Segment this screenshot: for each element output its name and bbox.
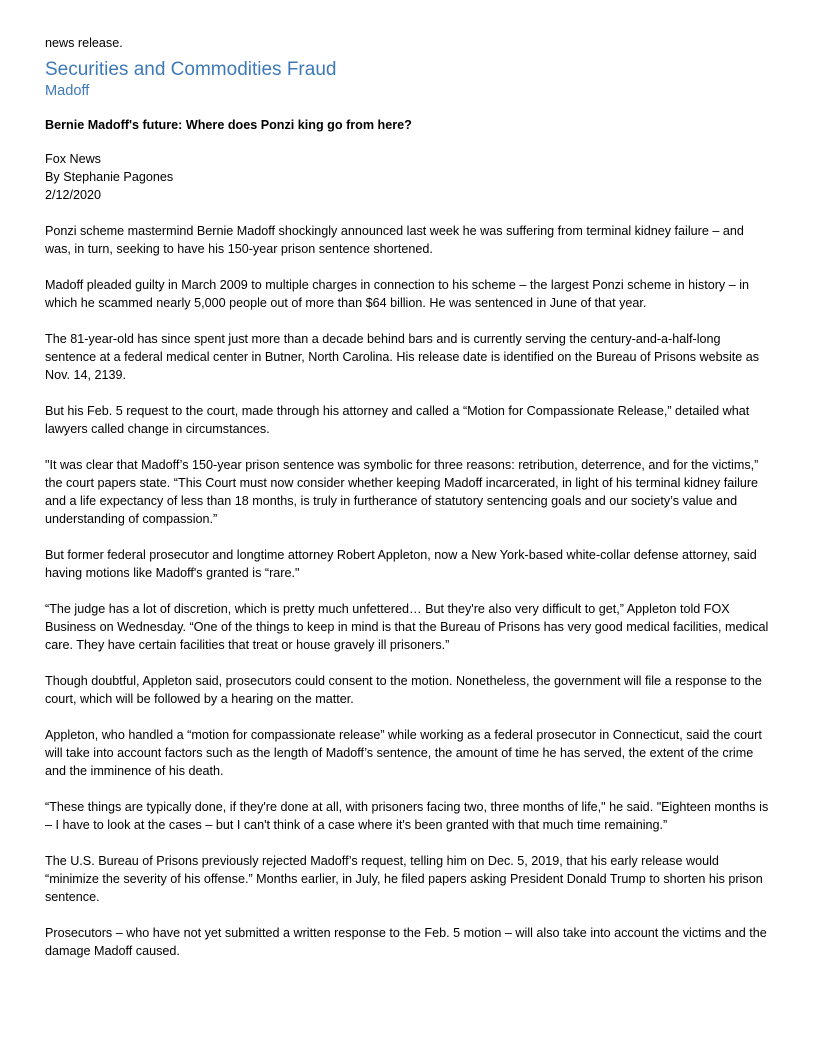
article-paragraph: “These things are typically done, if they're done at all, with prisoners facing two, three months of life," he said. "Eighteen months is – I have to look at the cases – but I can't think of a case where it's been granted with that much time remaining.” (45, 800, 769, 832)
previous-article-tail: news release. (45, 36, 123, 50)
article-paragraph: Though doubtful, Appleton said, prosecutors could consent to the motion. Nonetheless, the government will file a response to the court, which will be followed by a hearing on the matter. (45, 674, 762, 706)
article-byline: By Stephanie Pagones (45, 170, 174, 184)
article-source: Fox News (45, 152, 101, 166)
article-paragraph: “The judge has a lot of discretion, which is pretty much unfettered… But they're also very difficult to get,” Appleton told FOX Business on Wednesday. “One of the things to keep in mind is that the Bureau of Prisons has very good medical facilities, medical care. They have certain facilities that treat or house gravely ill prisoners.” (45, 602, 769, 652)
article-paragraph: But his Feb. 5 request to the court, made through his attorney and called a “Motion for Compassionate Release,” detailed what lawyers called change in circumstances. (45, 404, 750, 436)
article-paragraph: Ponzi scheme mastermind Bernie Madoff shockingly announced last week he was suffering from terminal kidney failure – and was, in turn, seeking to have his 150-year prison sentence shortened. (45, 224, 744, 256)
article-paragraph: Prosecutors – who have not yet submitted a written response to the Feb. 5 motion – will also take into account the victims and the damage Madoff caused. (45, 926, 767, 958)
section-title: Securities and Commodities Fraud (45, 59, 337, 80)
article-meta (45, 150, 771, 204)
article-paragraph: "It was clear that Madoff’s 150-year prison sentence was symbolic for three reasons: retribution, deterrence, and for the victims,” the court papers state. “This Court must now consider whether keeping Madoff incarcerated, in light of his terminal kidney failure and a life expectancy of less than 18 months, is truly in furtherance of statutory sentencing goals and our society’s value and understanding of compassion.” (45, 458, 759, 526)
article-headline: Bernie Madoff's future: Where does Ponzi king go from here? (45, 118, 412, 132)
article-paragraph: The 81-year-old has since spent just more than a decade behind bars and is currently serving the century-and-a-half-long sentence at a federal medical center in Butner, North Carolina. His release date is identified on the Bureau of Prisons website as Nov. 14, 2139. (45, 332, 760, 382)
article-date: 2/12/2020 (45, 188, 102, 202)
article-body (45, 222, 771, 960)
article-paragraph: Appleton, who handled a “motion for compassionate release” while working as a federal prosecutor in Connecticut, said the court will take into account factors such as the length of Madoff’s sentence, the amount of time he has served, the extent of the crime and the imminence of his death. (45, 728, 762, 778)
document-page (45, 34, 771, 978)
section-subtitle: Madoff (45, 83, 90, 99)
article-paragraph: The U.S. Bureau of Prisons previously rejected Madoff’s request, telling him on Dec. 5, 2019, that his early release would “minimize the severity of his offense.” Months earlier, in July, he filed papers asking President Donald Trump to shorten his prison sentence. (45, 854, 763, 904)
article-paragraph: But former federal prosecutor and longtime attorney Robert Appleton, now a New York-based white-collar defense attorney, said having motions like Madoff's granted is “rare." (45, 548, 757, 580)
article-paragraph: Madoff pleaded guilty in March 2009 to multiple charges in connection to his scheme – the largest Ponzi scheme in history – in which he scammed nearly 5,000 people out of more than $64 billion. He was sentenced in June of that year. (45, 278, 750, 310)
